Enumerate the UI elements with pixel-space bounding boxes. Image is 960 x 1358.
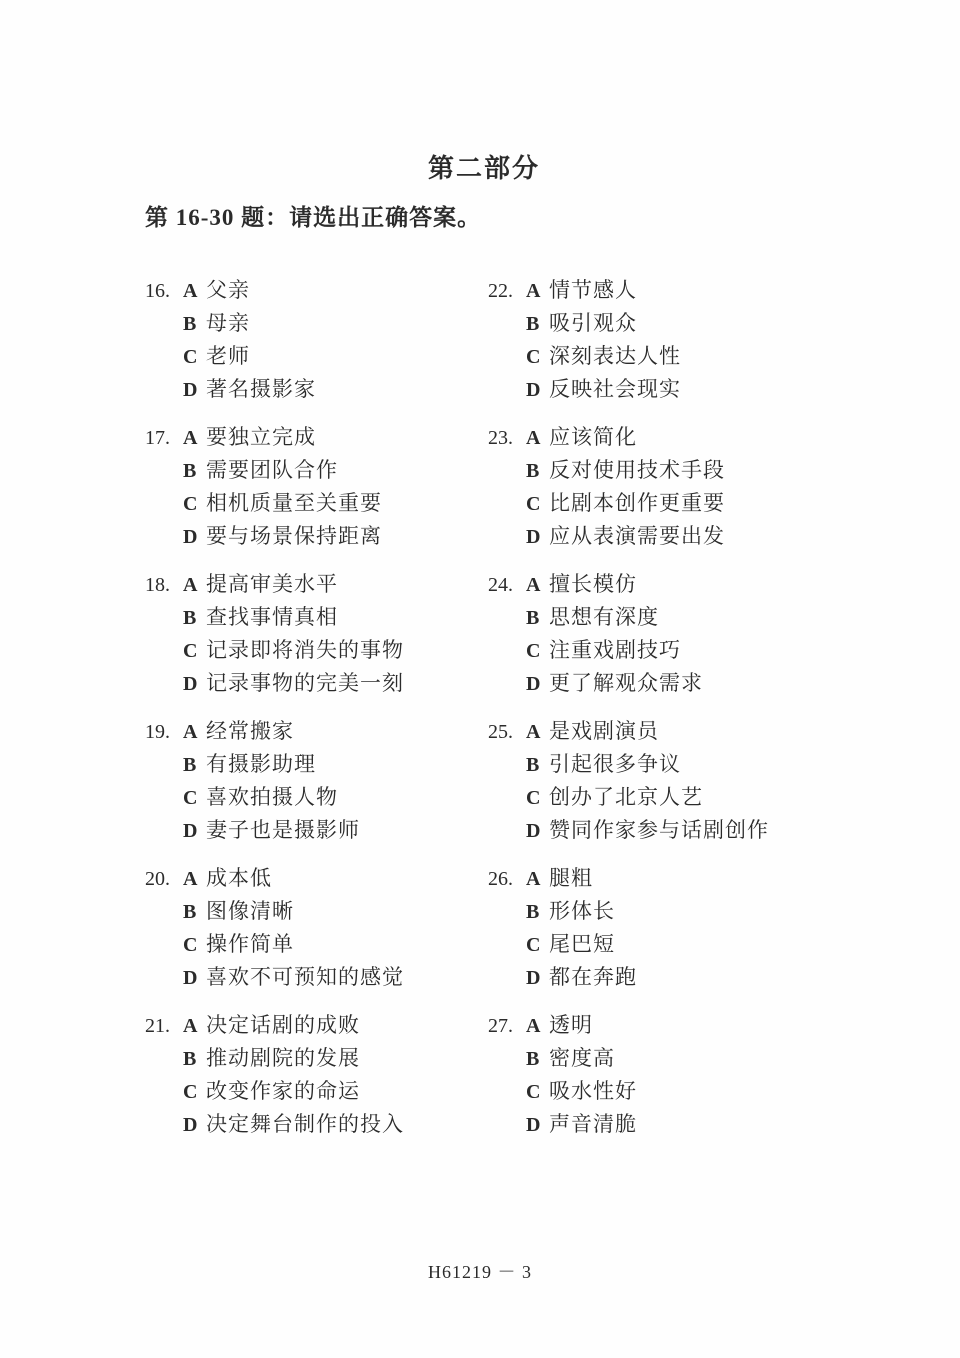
option-text: 经常搬家 xyxy=(206,719,294,743)
option-letter: C xyxy=(183,787,198,809)
option-text: 引起很多争议 xyxy=(549,752,681,776)
option-row[interactable] xyxy=(145,487,475,520)
option-text: 著名摄影家 xyxy=(206,377,316,401)
option-row[interactable] xyxy=(488,274,828,307)
question-number: 17. xyxy=(145,427,170,449)
option-text: 反对使用技术手段 xyxy=(549,458,725,482)
option-letter: D xyxy=(526,967,541,989)
option-text: 成本低 xyxy=(206,866,272,890)
option-letter: C xyxy=(526,346,541,368)
option-text: 父亲 xyxy=(206,278,250,302)
option-row[interactable] xyxy=(145,421,475,454)
question-number: 22. xyxy=(488,280,513,302)
option-letter: A xyxy=(526,280,541,302)
option-row[interactable] xyxy=(145,1009,475,1042)
option-letter: D xyxy=(183,820,198,842)
option-text: 注重戏剧技巧 xyxy=(549,638,681,662)
option-text: 擅长模仿 xyxy=(549,572,637,596)
option-text: 记录事物的完美一刻 xyxy=(206,671,404,695)
question-column-right xyxy=(488,274,828,1156)
option-row[interactable] xyxy=(488,715,828,748)
page-title: 第二部分 xyxy=(427,154,540,183)
option-letter: B xyxy=(526,1048,540,1070)
option-row[interactable] xyxy=(145,895,475,928)
option-text: 要与场景保持距离 xyxy=(206,524,382,548)
option-text: 提高审美水平 xyxy=(206,572,338,596)
option-row[interactable] xyxy=(145,568,475,601)
option-text: 应该简化 xyxy=(549,425,637,449)
option-text: 吸引观众 xyxy=(549,311,637,335)
option-row[interactable] xyxy=(488,454,828,487)
option-row[interactable] xyxy=(145,634,475,667)
option-letter: B xyxy=(183,607,197,629)
option-text: 是戏剧演员 xyxy=(549,719,659,743)
question-number: 26. xyxy=(488,868,513,890)
option-row[interactable] xyxy=(145,862,475,895)
option-letter: B xyxy=(526,607,540,629)
option-text: 更了解观众需求 xyxy=(549,671,703,695)
question-block xyxy=(145,274,475,406)
option-text: 决定舞台制作的投入 xyxy=(206,1112,404,1136)
instruction-line: 第 16-30 题：请选出正确答案。 xyxy=(145,205,482,230)
option-letter: D xyxy=(183,379,198,401)
option-letter: B xyxy=(526,460,540,482)
option-letter: A xyxy=(526,868,541,890)
option-letter: B xyxy=(183,1048,197,1070)
option-text: 喜欢拍摄人物 xyxy=(206,785,338,809)
option-row[interactable] xyxy=(488,781,828,814)
question-block xyxy=(145,715,475,847)
question-block xyxy=(145,568,475,700)
option-row[interactable] xyxy=(488,421,828,454)
option-text: 需要团队合作 xyxy=(206,458,338,482)
option-letter: C xyxy=(183,934,198,956)
question-number: 24. xyxy=(488,574,513,596)
option-letter: C xyxy=(526,493,541,515)
option-letter: D xyxy=(183,1114,198,1136)
option-letter: B xyxy=(183,901,197,923)
option-row[interactable] xyxy=(145,748,475,781)
question-number: 16. xyxy=(145,280,170,302)
option-row[interactable] xyxy=(488,601,828,634)
option-text: 操作简单 xyxy=(206,932,294,956)
option-row[interactable] xyxy=(145,1108,475,1141)
option-row[interactable] xyxy=(488,1108,828,1141)
question-block xyxy=(488,421,828,553)
option-letter: C xyxy=(183,493,198,515)
question-block xyxy=(145,862,475,994)
option-row[interactable] xyxy=(488,862,828,895)
option-letter: A xyxy=(526,721,541,743)
question-block xyxy=(488,1009,828,1141)
option-letter: C xyxy=(526,1081,541,1103)
option-letter: B xyxy=(526,313,540,335)
option-letter: A xyxy=(183,574,198,596)
option-row[interactable] xyxy=(145,814,475,847)
option-letter: A xyxy=(526,574,541,596)
option-row[interactable] xyxy=(488,667,828,700)
option-letter: B xyxy=(526,901,540,923)
option-text: 改变作家的命运 xyxy=(206,1079,360,1103)
option-text: 深刻表达人性 xyxy=(549,344,681,368)
question-block xyxy=(488,568,828,700)
option-letter: A xyxy=(183,1015,198,1037)
option-text: 赞同作家参与话剧创作 xyxy=(549,818,769,842)
option-row[interactable] xyxy=(145,781,475,814)
option-letter: D xyxy=(526,673,541,695)
option-letter: C xyxy=(526,640,541,662)
option-row[interactable] xyxy=(488,1075,828,1108)
option-text: 吸水性好 xyxy=(549,1079,637,1103)
option-letter: B xyxy=(183,313,197,335)
option-row[interactable] xyxy=(145,601,475,634)
option-letter: C xyxy=(183,346,198,368)
question-number: 18. xyxy=(145,574,170,596)
option-text: 记录即将消失的事物 xyxy=(206,638,404,662)
option-letter: D xyxy=(526,379,541,401)
option-row[interactable] xyxy=(488,487,828,520)
question-number: 21. xyxy=(145,1015,170,1037)
question-column-left xyxy=(145,274,475,1156)
option-text: 尾巴短 xyxy=(549,932,615,956)
question-columns xyxy=(0,274,960,1174)
option-row[interactable] xyxy=(145,307,475,340)
option-row[interactable] xyxy=(488,895,828,928)
question-block xyxy=(488,862,828,994)
option-text: 应从表演需要出发 xyxy=(549,524,725,548)
question-number: 25. xyxy=(488,721,513,743)
option-text: 母亲 xyxy=(206,311,250,335)
option-text: 反映社会现实 xyxy=(549,377,681,401)
option-row[interactable] xyxy=(145,340,475,373)
option-text: 查找事情真相 xyxy=(206,605,338,629)
option-letter: D xyxy=(526,526,541,548)
option-row[interactable] xyxy=(488,814,828,847)
option-text: 形体长 xyxy=(549,899,615,923)
option-letter: A xyxy=(183,280,198,302)
question-block xyxy=(145,421,475,553)
option-letter: A xyxy=(526,1015,541,1037)
option-letter: B xyxy=(526,754,540,776)
question-block xyxy=(488,274,828,406)
option-row[interactable] xyxy=(145,928,475,961)
option-letter: D xyxy=(183,526,198,548)
option-text: 老师 xyxy=(206,344,250,368)
option-row[interactable] xyxy=(488,961,828,994)
option-text: 决定话剧的成败 xyxy=(206,1013,360,1037)
option-row[interactable] xyxy=(488,634,828,667)
option-row[interactable] xyxy=(488,340,828,373)
option-text: 相机质量至关重要 xyxy=(206,491,382,515)
option-row[interactable] xyxy=(488,520,828,553)
option-text: 有摄影助理 xyxy=(206,752,316,776)
option-row[interactable] xyxy=(145,715,475,748)
option-letter: A xyxy=(183,427,198,449)
option-letter: C xyxy=(526,934,541,956)
option-row[interactable] xyxy=(488,928,828,961)
option-letter: C xyxy=(526,787,541,809)
option-row[interactable] xyxy=(488,373,828,406)
question-number: 19. xyxy=(145,721,170,743)
option-letter: B xyxy=(183,754,197,776)
option-text: 腿粗 xyxy=(549,866,593,890)
option-row[interactable] xyxy=(145,1075,475,1108)
option-row[interactable] xyxy=(145,520,475,553)
option-row[interactable] xyxy=(145,274,475,307)
option-letter: D xyxy=(526,1114,541,1136)
option-letter: C xyxy=(183,1081,198,1103)
option-text: 都在奔跑 xyxy=(549,965,637,989)
option-row[interactable] xyxy=(145,961,475,994)
question-block xyxy=(145,1009,475,1141)
option-row[interactable] xyxy=(145,1042,475,1075)
question-number: 23. xyxy=(488,427,513,449)
option-text: 情节感人 xyxy=(549,278,637,302)
option-row[interactable] xyxy=(488,1009,828,1042)
option-row[interactable] xyxy=(488,1042,828,1075)
option-text: 声音清脆 xyxy=(549,1112,637,1136)
option-row[interactable] xyxy=(145,454,475,487)
option-row[interactable] xyxy=(145,667,475,700)
option-letter: A xyxy=(183,868,198,890)
question-number: 27. xyxy=(488,1015,513,1037)
option-text: 创办了北京人艺 xyxy=(549,785,703,809)
page-footer: H61219 － 3 xyxy=(428,1262,532,1282)
option-text: 图像清晰 xyxy=(206,899,294,923)
option-text: 密度高 xyxy=(549,1046,615,1070)
option-letter: A xyxy=(183,721,198,743)
option-text: 要独立完成 xyxy=(206,425,316,449)
option-row[interactable] xyxy=(145,373,475,406)
question-block xyxy=(488,715,828,847)
option-letter: D xyxy=(183,673,198,695)
option-letter: D xyxy=(526,820,541,842)
question-number: 20. xyxy=(145,868,170,890)
option-text: 推动剧院的发展 xyxy=(206,1046,360,1070)
option-letter: A xyxy=(526,427,541,449)
option-text: 妻子也是摄影师 xyxy=(206,818,360,842)
option-text: 思想有深度 xyxy=(549,605,659,629)
option-row[interactable] xyxy=(488,748,828,781)
option-letter: D xyxy=(183,967,198,989)
option-letter: B xyxy=(183,460,197,482)
option-text: 喜欢不可预知的感觉 xyxy=(206,965,404,989)
option-letter: C xyxy=(183,640,198,662)
option-text: 比剧本创作更重要 xyxy=(549,491,725,515)
option-row[interactable] xyxy=(488,568,828,601)
option-row[interactable] xyxy=(488,307,828,340)
option-text: 透明 xyxy=(549,1013,593,1037)
